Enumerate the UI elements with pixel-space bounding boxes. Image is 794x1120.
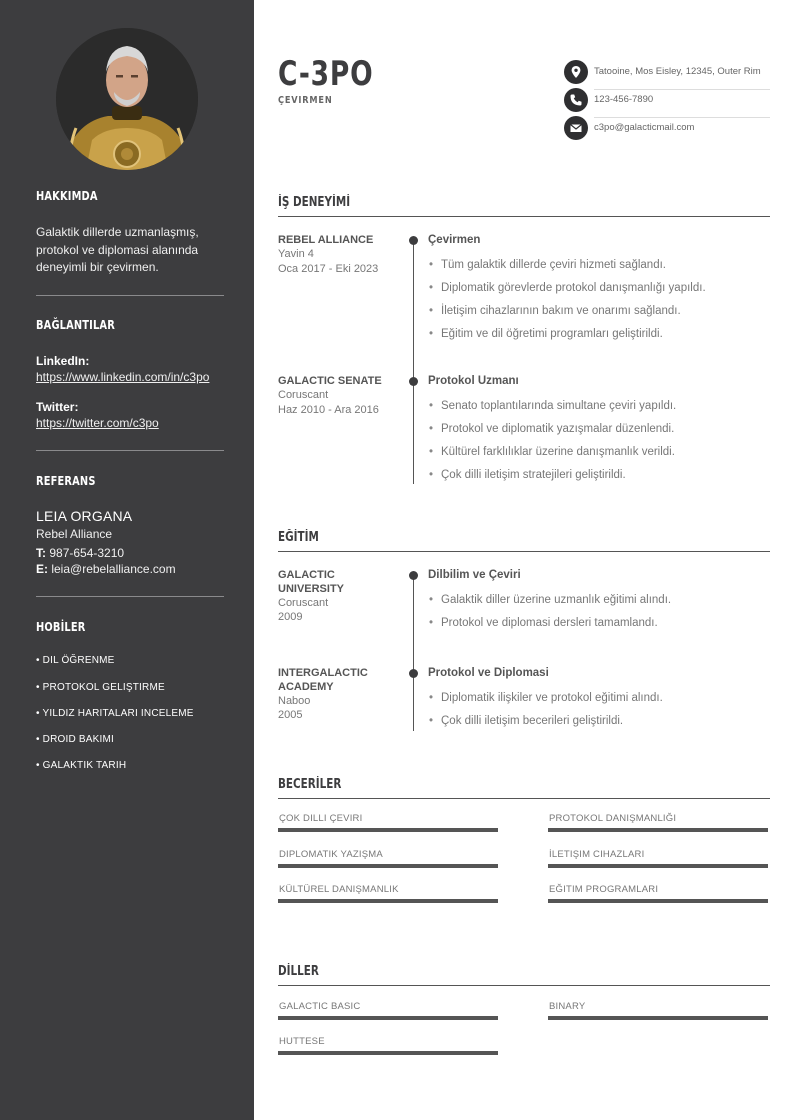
languages-title: DİLLER (278, 964, 319, 979)
experience-bullet: • Diplomatik görevlerde protokol danışmanlığı yapıldı. (441, 282, 706, 294)
experience-title: İŞ DENEYİMİ (278, 195, 351, 210)
section-rule (278, 551, 770, 552)
person-name: C-3PO (278, 54, 374, 94)
experience-bullet: • Senato toplantılarında simultane çeviri yapıldı. (441, 400, 676, 412)
hobby-item: • GALAKTIK TARIH (36, 760, 127, 771)
language-label: GALACTIC BASIC (279, 1001, 361, 1012)
hobbies-title: HOBİLER (36, 620, 86, 634)
education-bullet: • Galaktik diller üzerine uzmanlık eğitimi alındı. (441, 594, 671, 606)
reference-email (36, 562, 176, 576)
phone-icon (564, 88, 588, 112)
skill-label: EĞITIM PROGRAMLARI (549, 884, 659, 895)
skill-bar (278, 899, 498, 903)
hobby-item: • PROTOKOL GELIŞTIRME (36, 682, 165, 693)
skill-bar (278, 864, 498, 868)
experience-bullet: • Çok dilli iletişim stratejileri geliştirildi. (441, 469, 626, 481)
skill-label: KÜLTÜREL DANIŞMANLIK (279, 884, 399, 895)
divider (36, 295, 224, 296)
education-bullet: • Çok dilli iletişim becerileri geliştirildi. (441, 715, 623, 727)
reference-title: REFERANS (36, 474, 96, 488)
phone-value: 987-654-3210 (49, 546, 125, 560)
education-bullet: • Diplomatik ilişkiler ve protokol eğitimi alındı. (441, 692, 663, 704)
about-text: Galaktik dillerde uzmanlaşmış, protokol ve diplomasi alanında deneyimli bir çevirmen. (36, 225, 199, 274)
linkedin-link[interactable]: https://www.linkedin.com/in/c3po (36, 370, 210, 384)
skill-label: İLETIŞIM CIHAZLARI (549, 849, 645, 860)
phone-label: T: (36, 546, 46, 560)
section-rule (278, 798, 770, 799)
experience-bullet: • Kültürel farklılıklar üzerine danışmanlık verildi. (441, 446, 675, 458)
hobby-item: • YILDIZ HARITALARI INCELEME (36, 708, 194, 719)
skill-bar (548, 864, 768, 868)
skill-label: DIPLOMATIK YAZIŞMA (279, 849, 383, 860)
experience-org: REBEL ALLIANCE (278, 234, 374, 246)
education-location: Coruscant (278, 597, 329, 609)
links-title: BAĞLANTILAR (36, 318, 115, 332)
section-rule (278, 216, 770, 217)
education-degree: Dilbilim ve Çeviri (428, 569, 521, 581)
address-text: Tatooine, Mos Eisley, 12345, Outer Rim (594, 66, 761, 77)
experience-org: GALACTIC SENATE (278, 375, 382, 387)
email-label: E: (36, 562, 48, 576)
profile-photo (56, 28, 198, 170)
skill-bar (278, 828, 498, 832)
section-rule (278, 985, 770, 986)
education-org: GALACTIC UNIVERSITY (278, 569, 345, 595)
phone-text: 123-456-7890 (594, 94, 654, 105)
education-year: 2005 (278, 709, 303, 721)
skill-item (278, 813, 498, 835)
education-degree: Protokol ve Diplomasi (428, 667, 549, 679)
skill-item (278, 849, 498, 871)
experience-role: Çevirmen (428, 234, 481, 246)
language-bar (548, 1016, 768, 1020)
language-bar (278, 1016, 498, 1020)
timeline-line (413, 344, 414, 484)
education-org: INTERGALACTIC ACADEMY (278, 667, 368, 693)
experience-bullet: • Tüm galaktik dillerde çeviri hizmeti sağlandı. (441, 259, 666, 271)
divider (36, 450, 224, 451)
experience-bullet: • Eğitim ve dil öğretimi programları geliştirildi. (441, 328, 663, 340)
experience-bullet: • İletişim cihazlarının bakım ve onarımı sağlandı. (441, 305, 681, 317)
about-title: HAKKIMDA (36, 189, 98, 203)
language-bar (278, 1051, 498, 1055)
language-label: HUTTESE (279, 1036, 325, 1047)
education-title: EĞİTİM (278, 530, 319, 545)
sidebar (0, 0, 254, 1120)
language-label: BINARY (549, 1001, 586, 1012)
timeline-dot (409, 571, 418, 580)
timeline-line (413, 575, 414, 731)
language-item (548, 1001, 768, 1023)
language-item (278, 1036, 498, 1058)
experience-dates: Oca 2017 - Eki 2023 (278, 263, 379, 275)
skill-bar (548, 899, 768, 903)
hobby-item: • DIL ÖĞRENME (36, 655, 115, 666)
timeline-dot (409, 236, 418, 245)
contact-phone (564, 88, 770, 116)
location-pin-icon (564, 60, 588, 84)
skill-label: ÇOK DILLI ÇEVIRI (279, 813, 363, 824)
mail-icon (564, 116, 588, 140)
skills-title: BECERİLER (278, 777, 342, 792)
experience-role: Protokol Uzmanı (428, 375, 519, 387)
timeline-dot (409, 669, 418, 678)
experience-location: Yavin 4 (278, 248, 314, 260)
experience-location: Coruscant (278, 389, 329, 401)
education-bullet: • Protokol ve diplomasi dersleri tamamlandı. (441, 617, 658, 629)
skill-item (548, 813, 768, 835)
twitter-link[interactable]: https://twitter.com/c3po (36, 416, 159, 430)
contact-address (564, 60, 770, 88)
avatar (56, 28, 198, 170)
language-item (278, 1001, 498, 1023)
education-location: Naboo (278, 695, 311, 707)
divider (36, 596, 224, 597)
contact-email[interactable] (564, 116, 770, 144)
timeline-dot (409, 377, 418, 386)
experience-dates: Haz 2010 - Ara 2016 (278, 404, 379, 416)
skill-item (548, 884, 768, 906)
timeline-line (413, 240, 414, 344)
reference-phone (36, 546, 124, 560)
reference-name: LEIA ORGANA (36, 508, 133, 524)
experience-bullet: • Protokol ve diplomatik yazışmalar düzenlendi. (441, 423, 674, 435)
job-title: ÇEVIRMEN (278, 95, 333, 106)
reference-org: Rebel Alliance (36, 527, 113, 541)
skill-bar (548, 828, 768, 832)
skill-label: PROTOKOL DANIŞMANLIĞI (549, 813, 677, 824)
linkedin-label: LinkedIn: (36, 354, 90, 368)
twitter-label: Twitter: (36, 400, 79, 414)
hobby-item: • DROID BAKIMI (36, 734, 114, 745)
email-value: leia@rebelalliance.com (51, 562, 176, 576)
education-year: 2009 (278, 611, 303, 623)
email-text[interactable]: c3po@galacticmail.com (594, 122, 695, 133)
skill-item (548, 849, 768, 871)
skill-item (278, 884, 498, 906)
